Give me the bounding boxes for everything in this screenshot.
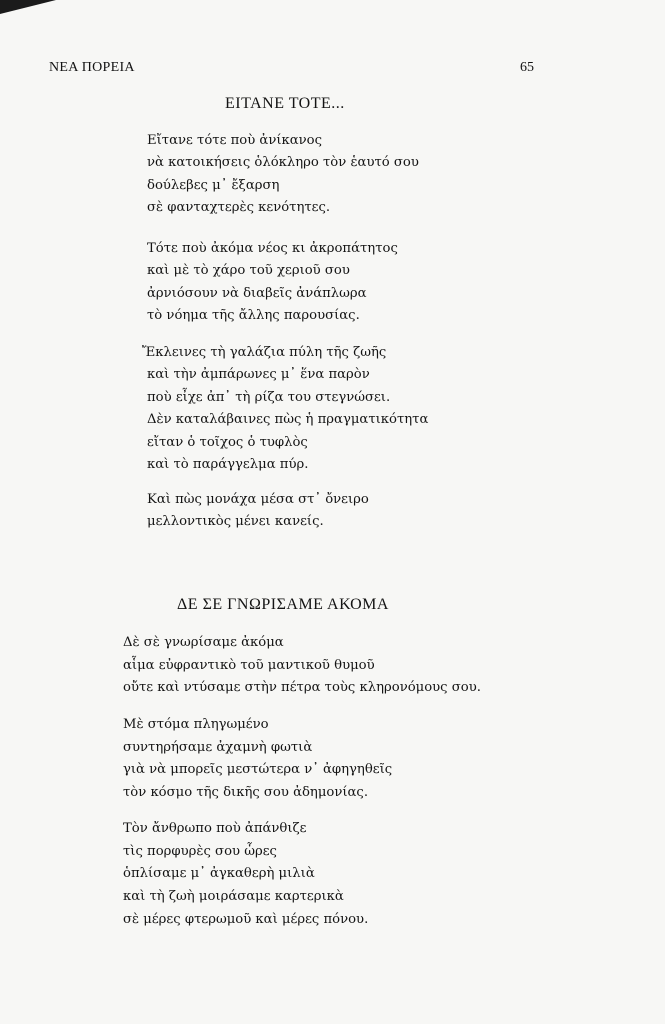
stanza	[123, 632, 481, 700]
poem-line: εἴταν ὁ τοῖχος ὁ τυφλὸς	[147, 434, 308, 450]
poem-line: Μὲ στόμα πληγωμένο	[123, 717, 269, 732]
stanza	[147, 489, 369, 534]
poem-line: τὸ νόημα τῆς ἄλλης παρουσίας.	[147, 308, 360, 324]
poem-line: συντηρήσαμε ἀχαμνὴ φωτιὰ	[123, 739, 313, 755]
poem-line: Καὶ πὼς μονάχα μέσα στ᾿ ὄνειρο	[147, 492, 369, 507]
poem-line: οὔτε καὶ ντύσαμε στὴν πέτρα τοὺς κληρονόμους σου.	[123, 680, 481, 696]
poem-line: γιὰ νὰ μπορεῖς μεστώτερα ν᾿ ἀφηγηθεῖς	[123, 762, 393, 778]
poem-line: καὶ μὲ τὸ χάρο τοῦ χεριοῦ σου	[147, 263, 350, 279]
poem-line: καὶ τὴ ζωὴ μοιράσαμε καρτερικὰ	[123, 889, 344, 905]
poem-line: καὶ τὸ παράγγελμα πύρ.	[147, 457, 309, 473]
poem-line: Δὲν καταλάβαινες πὼς ἡ πραγματικότητα	[147, 412, 429, 428]
poem-line: ὁπλίσαμε μ᾿ ἀγκαθερὴ μιλιὰ	[123, 866, 315, 882]
poem-line: Εἴτανε τότε ποὺ ἀνίκανος	[147, 133, 322, 148]
stanza	[142, 342, 428, 476]
running-head: ΝΕΑ ΠΟΡΕΙΑ	[49, 60, 135, 75]
poem-line: καὶ τὴν ἀμπάρωνες μ᾿ ἕνα παρὸν	[147, 367, 370, 383]
poem-line: Δὲ σὲ γνωρίσαμε ἀκόμα	[123, 635, 284, 650]
poem-line: τὸν κόσμο τῆς δικῆς σου ἀδημονίας.	[123, 785, 369, 801]
poem-line: ἀρνιόσουν νὰ διαβεῖς ἀνάπλωρα	[147, 285, 367, 301]
stanza	[123, 818, 368, 932]
poem-line: αἷμα εὐφραντικὸ τοῦ μαντικοῦ θυμοῦ	[123, 657, 375, 673]
poem-line: νὰ κατοικήσεις ὁλόκληρο τὸν ἑαυτό σου	[147, 155, 419, 171]
stanza	[147, 130, 419, 220]
poem-line: σὲ φανταχτερὲς κενότητες.	[147, 200, 331, 216]
stanza	[123, 714, 392, 805]
page-number: 65	[520, 60, 534, 75]
poem-line: δούλεβες μ᾿ ἔξαρση	[147, 177, 280, 193]
poem-line: μελλοντικὸς μένει κανείς.	[147, 514, 324, 530]
poem-line: Τότε ποὺ ἀκόμα νέος κι ἀκροπάτητος	[147, 241, 398, 256]
poem-line: τὶς πορφυρὲς σου ὧρες	[123, 843, 277, 859]
poem-line: Ἔκλεινες τὴ γαλάζια πύλη τῆς ζωῆς	[142, 345, 387, 360]
poem-title: ΕΙΤΑΝΕ ΤΟΤΕ...	[225, 95, 345, 112]
poem-line: ποὺ εἶχε ἀπ᾿ τὴ ρίζα του στεγνώσει.	[147, 389, 391, 405]
poem-title: ΔΕ ΣΕ ΓΝΩΡΙΣΑΜΕ ΑΚΟΜΑ	[177, 596, 389, 613]
stanza	[147, 238, 398, 328]
poem-line: Τὸν ἄνθρωπο ποὺ ἀπάνθιζε	[123, 821, 307, 836]
page-corner-mark	[0, 0, 56, 14]
poem-line: σὲ μέρες φτερωμοῦ καὶ μέρες πόνου.	[123, 911, 369, 927]
